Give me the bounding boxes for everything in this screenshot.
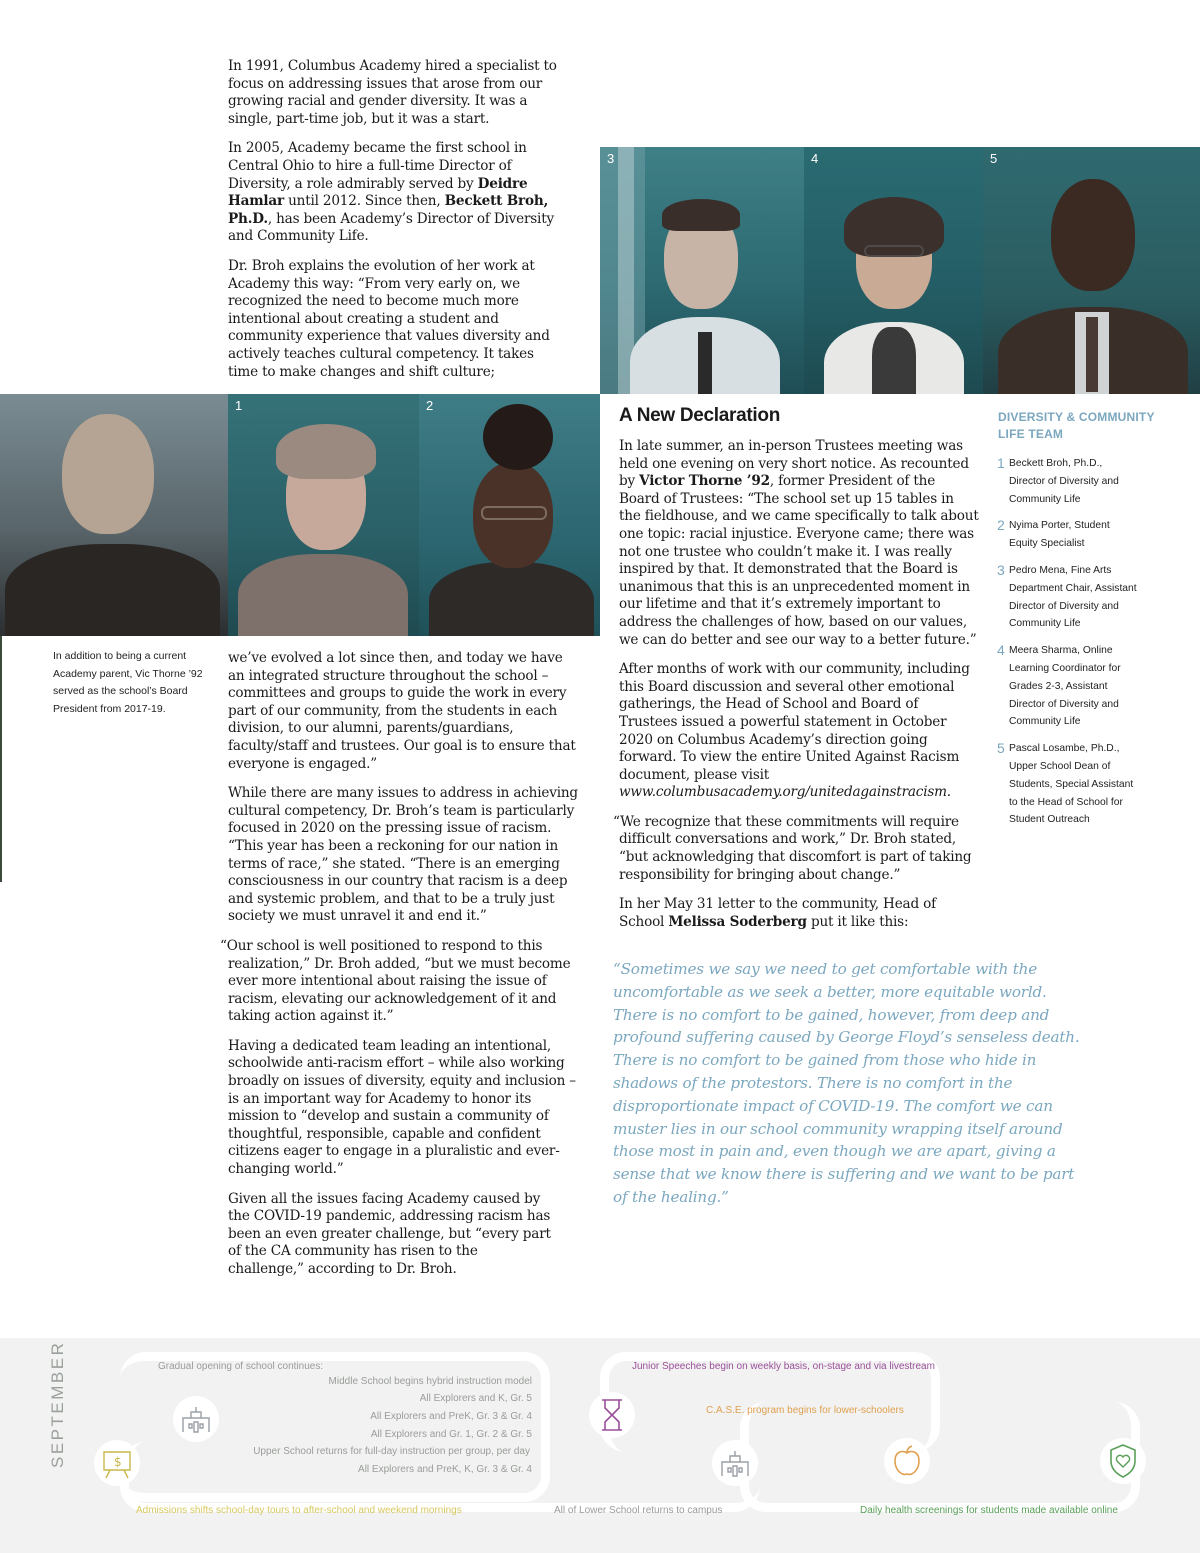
paragraph: While there are many issues to address in achieving cultural competency, Dr. Broh’s team is particularly focused in 2020 on the pressing issue of racism. “This year has been a reckoning for our nation in terms of race,” she stated. “There is an emerging consciousness in our country that racism is a deep and systemic problem, and that to be a truly just society we must unravel it and end it.” — [228, 785, 578, 925]
team-member — [997, 642, 1187, 731]
text-run: After months of work with our community, including this Board discussion and several other emotional gatherings, the Head of School and Board of Trustees issued a powerful statement in October 2020 on Columbus Academy’s direction going forward. To view the entire United Against Racism document, please visit — [619, 661, 970, 783]
photo-caption: In addition to being a current Academy parent, Vic Thorne ’92 served as the school’s Board President from 2017-19. — [53, 650, 203, 715]
school-building-icon — [712, 1440, 758, 1486]
name-victor-thorne: Victor Thorne ’92 — [639, 473, 770, 490]
team-member-number: 1 — [997, 455, 1005, 471]
paragraph — [619, 661, 979, 802]
portrait-photo-5 — [983, 147, 1200, 394]
portrait-photo-3 — [600, 147, 804, 394]
timeline-event: All Explorers and Gr. 1, Gr. 2 & Gr. 5 — [370, 1429, 532, 1440]
timeline-path — [740, 1402, 1140, 1512]
text-run: put it like this: — [806, 913, 909, 930]
timeline-event: Admissions shifts school-day tours to after-school and weekend mornings — [136, 1505, 462, 1516]
portrait-photo-4 — [804, 147, 983, 394]
hourglass-icon — [589, 1392, 635, 1438]
intro-column — [228, 58, 558, 393]
portrait-photo-2 — [419, 394, 600, 636]
timeline-event: Gradual opening of school continues: — [158, 1361, 324, 1372]
photo-number: 1 — [235, 398, 243, 413]
text-run: , former President of the Board of Trustees: “The school set up 15 tables in the fieldhouse, and we came specifically to talk about one topic: racial injustice. Everyone came; there was not one trustee who couldn’t make it. I was really inspired by that. It demonstrated that the Board is unanimous that this is an unprecedented moment in our lifetime and that it’s extremely important to address the challenges of how, based on our values, we can do better and see our way to a better future.” — [619, 473, 979, 648]
paragraph — [228, 140, 558, 246]
photo-number: 4 — [811, 151, 819, 166]
text-run: , has been Academy’s Director of Diversity and Community Life. — [228, 210, 554, 245]
team-member-text: Pedro Mena, Fine Arts Department Chair, Assistant Director of Diversity and Community Life — [1009, 564, 1137, 630]
photo-number: 3 — [607, 151, 615, 166]
school-building-icon — [173, 1396, 219, 1442]
body-column-left — [220, 650, 578, 1291]
apple-icon — [884, 1438, 930, 1484]
text-run: In late summer, an in-person Trustees meeting was held one evening on very short notice. As recounted by — [619, 438, 969, 490]
photo-number: 5 — [990, 151, 998, 166]
month-label: SEPTEMBER — [48, 1340, 67, 1468]
name-melissa-soderberg: Melissa Soderberg — [668, 913, 807, 930]
paragraph — [619, 896, 979, 931]
timeline-event: Upper School returns for full-day instruction per group, per day — [253, 1446, 530, 1457]
timeline-event: All Explorers and PreK, Gr. 3 & Gr. 4 — [370, 1411, 532, 1422]
team-list — [997, 455, 1187, 838]
paragraph: Dr. Broh explains the evolution of her work at Academy this way: “From very early on, we recognized the need to become much more intentional about creating a student and community experience that values diversity and actively teaches cultural competency. It takes time to make changes and shift culture; — [228, 257, 550, 380]
section-heading: A New Declaration — [619, 405, 781, 426]
team-member — [997, 562, 1187, 633]
paragraph: “Our school is well positioned to respond to this realization,” Dr. Broh added, “but we must become ever more intentional about raising the issue of racism, elevating our acknowledgement of it and taking action against it.” — [220, 937, 571, 1025]
document-url-link[interactable]: www.columbusacademy.org/unitedagainstracism. — [619, 784, 951, 801]
timeline-event: C.A.S.E. program begins for lower-schoolers — [706, 1405, 904, 1416]
money-chart-icon — [94, 1440, 140, 1486]
team-member-number: 5 — [997, 740, 1005, 757]
svg-text:$: $ — [114, 1455, 122, 1469]
paragraph: Having a dedicated team leading an intentional, schoolwide anti-racism effort – while also working broadly on issues of diversity, equity and inclusion – is an important way for Academy to honor its mission to “develop and sustain a community of thoughtful, responsible, capable and confident citizens eager to engage in a pluralistic and ever-changing world.” — [228, 1037, 576, 1178]
text-run: until 2012. Since then, — [283, 193, 445, 210]
pull-quote: “Sometimes we say we need to get comfortable with the uncomfortable as we seek a better, more equitable world. There is no comfort to be gained, however, from deep and profound suffering caused by George Floyd’s senseless death. There is no comfort to be gained from those who hide in shadows of the protestors. There is no comfort in the disproportionate impact of COVID-19. The comfort we can muster lies in our school community wrapping itself around those most in pain and, even though we are apart, giving a sense that we know there is suffering and we want to be part of the healing.” — [613, 960, 1080, 1206]
team-member — [997, 455, 1187, 508]
paragraph: Given all the issues facing Academy caused by the COVID-19 pandemic, addressing racism has been an even greater challenge, but “every part of the CA community has risen to the challenge,” according to Dr. Broh. — [228, 1190, 551, 1277]
portrait-photo-1 — [228, 394, 419, 636]
timeline-month — [42, 1340, 82, 1480]
text-run: In 2005, Academy became the first school in Central Ohio to hire a full-time Director of Diversity, a role admirably served by — [228, 140, 527, 192]
name-beckett-broh: Beckett Broh, Ph.D. — [228, 193, 549, 227]
team-member-number: 3 — [997, 561, 1005, 578]
team-member-text: Beckett Broh, Ph.D., Director of Diversity and Community Life — [1009, 458, 1119, 505]
team-member-text: Nyima Porter, Student Equity Specialist — [1009, 520, 1110, 550]
timeline-event: All Explorers and K, Gr. 5 — [419, 1393, 532, 1404]
photo-number: 2 — [426, 398, 434, 413]
timeline-event: All of Lower School returns to campus — [554, 1505, 723, 1516]
team-member — [997, 517, 1187, 553]
portrait-photo-vic-thorne — [0, 394, 228, 636]
name-deidre-hamlar: Deidre Hamlar — [228, 175, 528, 210]
text-run: In her May 31 letter to the community, Head of School — [619, 896, 936, 930]
paragraph — [619, 438, 979, 649]
timeline-event: Middle School begins hybrid instruction model — [328, 1376, 532, 1387]
divider — [0, 636, 2, 882]
team-title: DIVERSITY & COMMUNITY LIFE TEAM — [998, 410, 1155, 441]
timeline-event: Daily health screenings for students made available online — [860, 1505, 1118, 1516]
paragraph: “We recognize that these commitments will require difficult conversations and work,” Dr. Broh stated, “but acknowledging that discomfort is part of taking responsibility for bringing about change.” — [613, 813, 972, 883]
team-member — [997, 740, 1187, 829]
timeline-event: All Explorers and PreK, K, Gr. 3 & Gr. 4 — [358, 1464, 532, 1475]
body-column-right — [613, 438, 979, 943]
team-member-text: Meera Sharma, Online Learning Coordinator for Grades 2-3, Assistant Director of Diversity and Community Life — [1009, 645, 1121, 728]
paragraph: In 1991, Columbus Academy hired a specialist to focus on addressing issues that arose from our growing racial and gender diversity. It was a single, part-time job, but it was a start. — [228, 58, 557, 127]
timeline-event: Junior Speeches begin on weekly basis, on-stage and via livestream — [632, 1361, 935, 1372]
team-member-number: 2 — [997, 517, 1005, 534]
team-member-number: 4 — [997, 642, 1005, 659]
paragraph: we’ve evolved a lot since then, and today we have an integrated structure throughout the school – committees and groups to guide the work in every part of our community, from the students in each division, to our alumni, parents/guardians, faculty/staff and trustees. Our goal is to ensure that everyone is engaged.” — [228, 650, 576, 772]
heart-shield-icon — [1100, 1438, 1146, 1484]
team-member-text: Pascal Losambe, Ph.D., Upper School Dean of Students, Special Assistant to the Head of School for Student Outreach — [1009, 743, 1134, 826]
